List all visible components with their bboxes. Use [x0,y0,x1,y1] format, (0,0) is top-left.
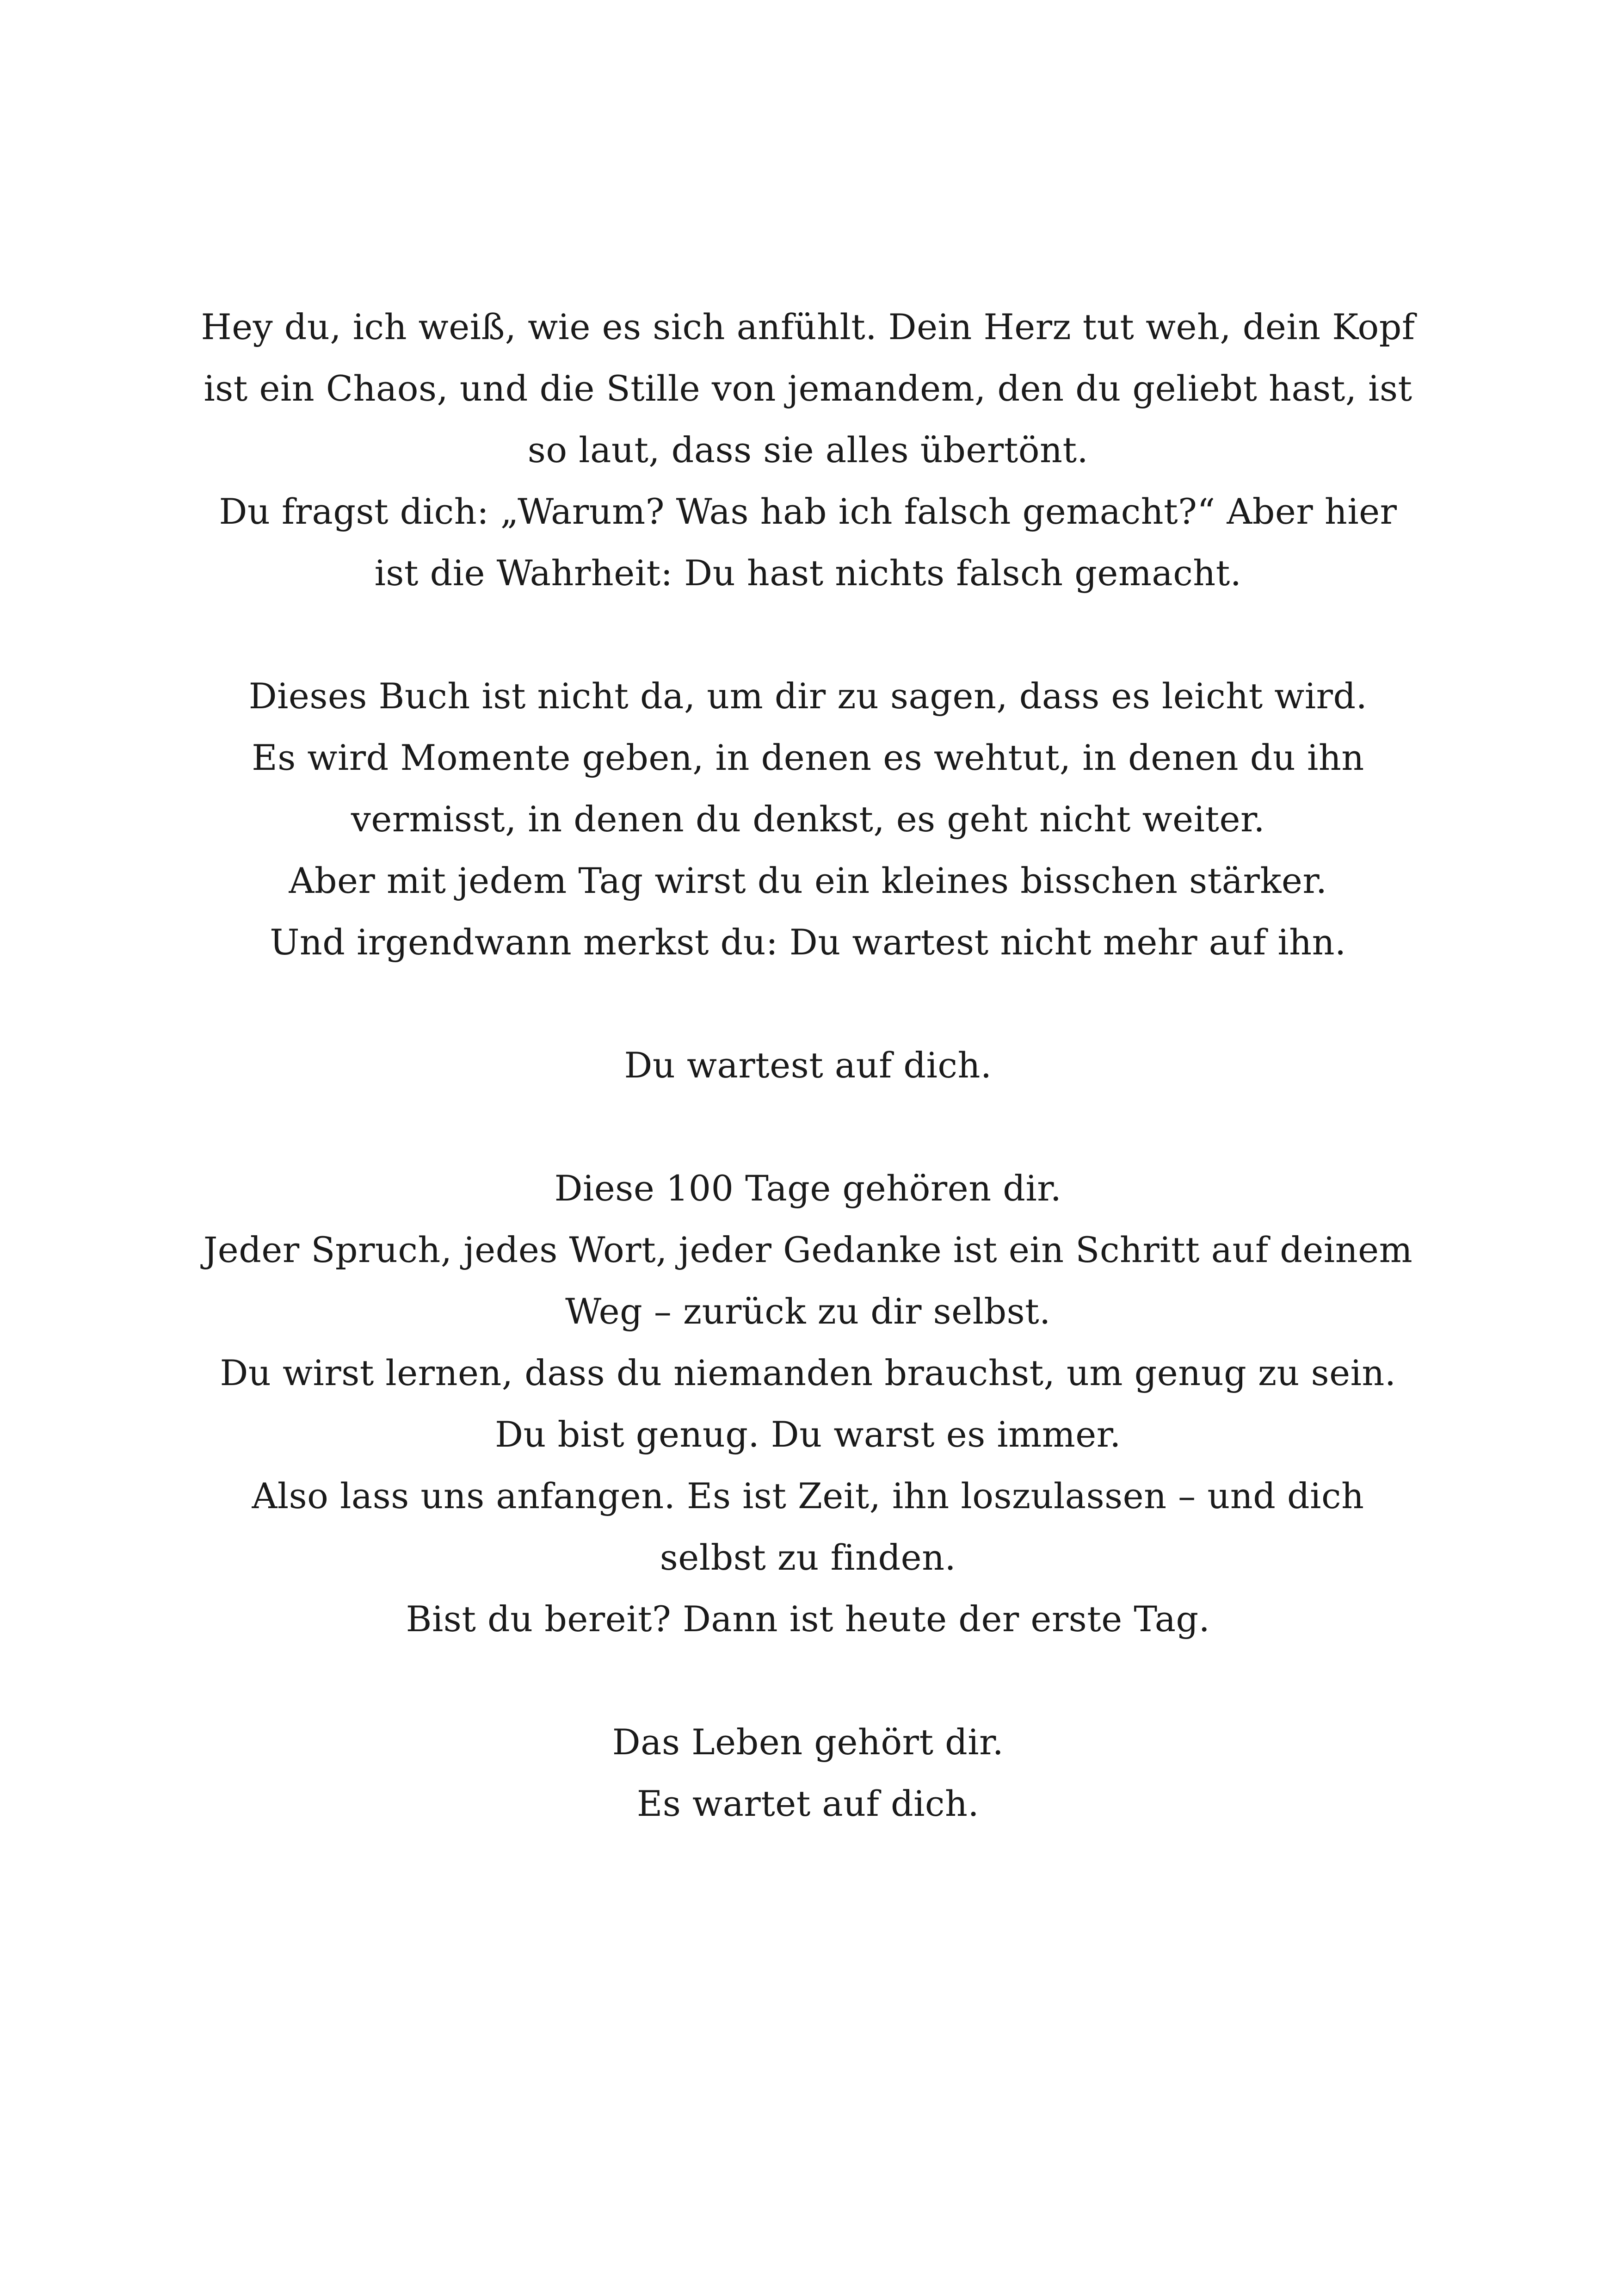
paragraph-gap [0,1650,1616,1711]
text-line: Das Leben gehört dir. [612,1721,1004,1763]
text-line: selbst zu finden. [660,1537,956,1578]
paragraph-gap [0,973,1616,1034]
text-line: Du wartest auf dich. [624,1045,992,1086]
text-line: ist die Wahrheit: Du hast nichts falsch gemacht. [374,552,1242,594]
text-line: Aber mit jedem Tag wirst du ein kleines bisschen stärker. [289,860,1327,901]
paragraph-1 [0,296,1616,604]
text-line: Diese 100 Tage gehören dir. [554,1168,1062,1209]
text-line: so laut, dass sie alles übertönt. [527,429,1089,470]
paragraph-2 [0,665,1616,973]
text-line: Also lass uns anfangen. Es ist Zeit, ihn loszulassen – und dich [252,1475,1364,1516]
paragraph-3 [0,1034,1616,1096]
text-line: ist ein Chaos, und die Stille von jemandem, den du geliebt hast, ist [204,368,1412,409]
paragraph-4 [0,1157,1616,1650]
text-line: Du fragst dich: „Warum? Was hab ich falsch gemacht?“ Aber hier [219,491,1397,532]
text-line: Bist du bereit? Dann ist heute der erste Tag. [406,1598,1210,1640]
text-line: Und irgendwann merkst du: Du wartest nicht mehr auf ihn. [270,922,1346,963]
text-line: Es wird Momente geben, in denen es wehtut, in denen du ihn [252,737,1364,778]
text-line: Dieses Buch ist nicht da, um dir zu sagen, dass es leicht wird. [248,675,1368,717]
text-line: vermisst, in denen du denkst, es geht nicht weiter. [351,798,1265,840]
text-line: Hey du, ich weiß, wie es sich anfühlt. Dein Herz tut weh, dein Kopf [201,306,1415,347]
paragraph-5 [0,1711,1616,1834]
body-text [0,296,1616,1834]
text-line: Du wirst lernen, dass du niemanden brauchst, um genug zu sein. [220,1352,1396,1393]
text-line: Es wartet auf dich. [636,1783,980,1824]
text-line: Jeder Spruch, jedes Wort, jeder Gedanke ist ein Schritt auf deinem [203,1229,1413,1270]
paragraph-gap [0,1096,1616,1157]
text-line: Du bist genug. Du warst es immer. [495,1414,1121,1455]
paragraph-gap [0,604,1616,665]
text-line: Weg – zurück zu dir selbst. [565,1291,1051,1332]
